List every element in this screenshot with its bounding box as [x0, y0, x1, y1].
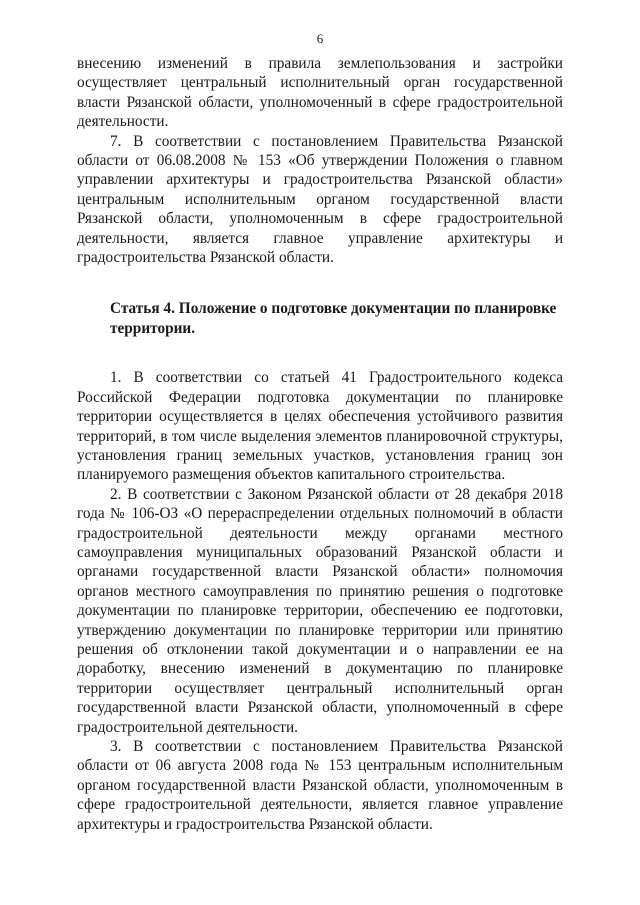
page-number: 6: [316, 31, 324, 46]
paragraph-item-1: 1. В соответствии со статьей 41 Градостроительного кодекса Российской Федерации подготовка документации по планировке территории осуществляется в целях обеспечения устойчивого развития территорий, в том числе выделения элементов планировочной структуры, установления границ земельных участков, установления границ зон планируемого размещения объектов капитального строительства.: [77, 369, 563, 484]
paragraph-item-2: 2. В соответствии с Законом Рязанской области от 28 декабря 2018 года № 106-ОЗ «О перераспределении отдельных полномочий в области градостроительной деятельности между органами местного самоуправления муниципальных образований Рязанской области и органами государственной власти Рязанской области» полномочия органов местного самоуправления по принятию решения о подготовке документации по планировке территории, обеспечению ее подготовки, утверждению документации по планировке территории или принятию решения об отклонении такой документации и о направлении ее на доработку, внесению изменений в документацию по планировке территории осуществляет центральный исполнительный орган государственной власти Рязанской области, уполномоченный в сфере градостроительной деятельности.: [77, 485, 563, 736]
document-body: [77, 54, 563, 834]
article-heading: Статья 4. Положение о подготовке документации по планировке территории.: [110, 300, 557, 337]
paragraph-continuation: внесению изменений в правила землепользования и застройки осуществляет центральный исполнительный орган государственной власти Рязанской области, уполномоченный в сфере градостроительной деятельности.: [77, 55, 563, 131]
paragraph-item-3: 3. В соответствии с постановлением Правительства Рязанской области от 06 августа 2008 года № 153 центральным исполнительным органом государственной власти Рязанской области, уполномоченным в сфере градостроительной деятельности, является главное управление архитектуры и градостроительства Рязанской области.: [77, 738, 563, 833]
paragraph-item-7: 7. В соответствии с постановлением Правительства Рязанской области от 06.08.2008 № 153 «Об утверждении Положения о главном управлении архитектуры и градостроительства Рязанской области» центральным исполнительным органом государственной власти Рязанской области, уполномоченным в сфере градостроительной деятельности, является главное управление архитектуры и градостроительства Рязанской области.: [77, 132, 563, 267]
